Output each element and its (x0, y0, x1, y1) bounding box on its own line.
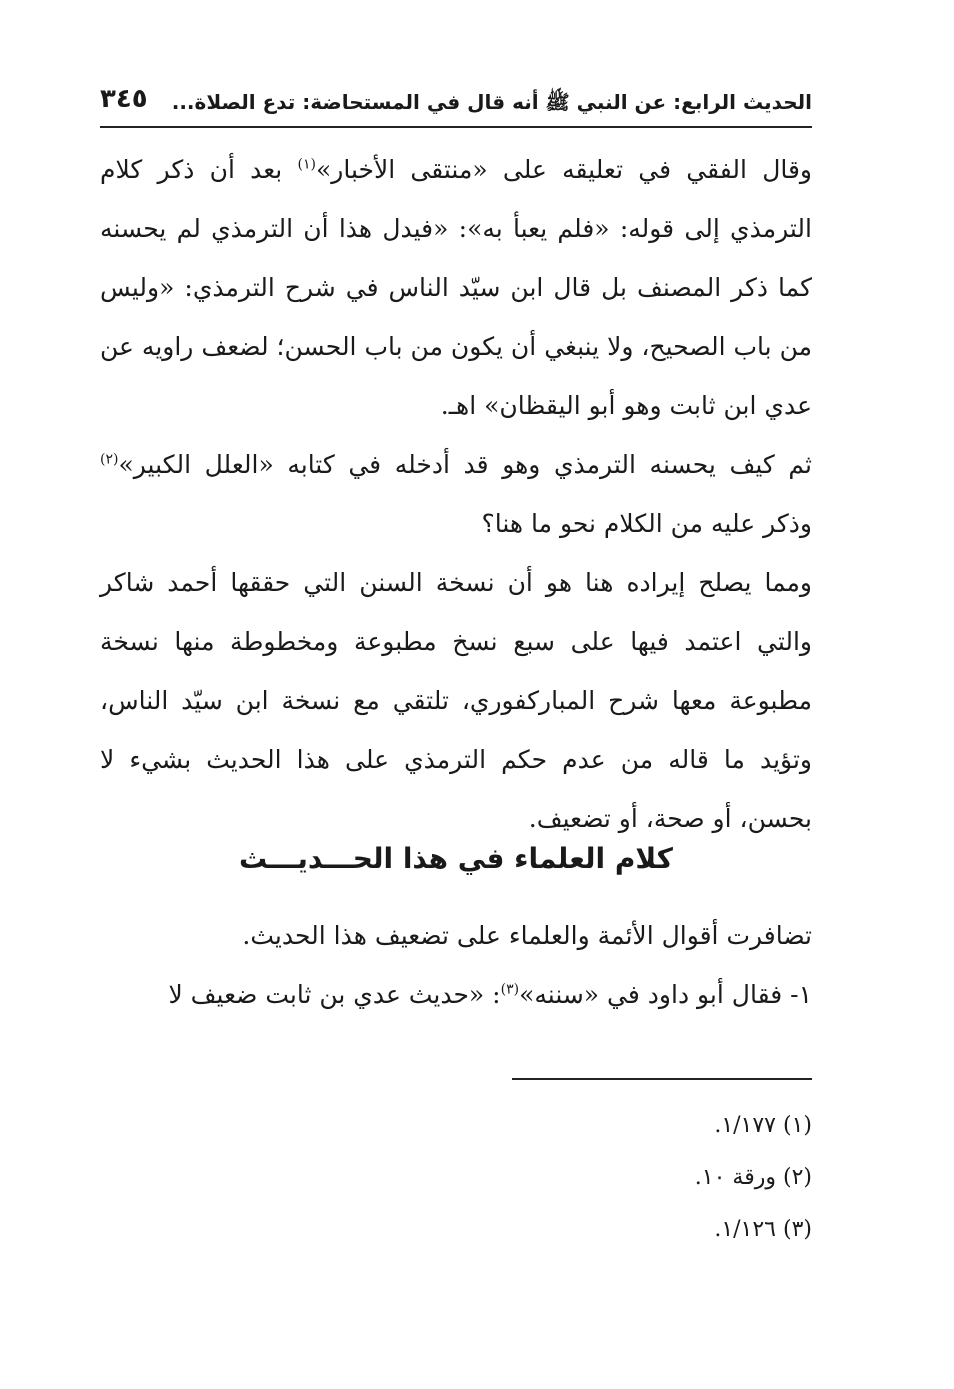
paragraph-text: وذكر عليه من الكلام نحو ما هنا؟ (481, 509, 812, 538)
main-text (100, 140, 812, 848)
section-text (100, 906, 812, 1024)
footnote-rule (512, 1078, 812, 1080)
paragraph-text: ثم كيف يحسنه الترمذي وهو قد أدخله في كتابه «العلل الكبير» (118, 450, 812, 479)
section-heading: كلام العلماء في هذا الحـــديـــث (239, 842, 673, 875)
paragraph-text: تضافرت أقوال الأئمة والعلماء على تضعيف هذا الحديث. (242, 921, 812, 950)
paragraph (100, 553, 812, 848)
paragraph-text: ١- فقال أبو داود في «سننه» (519, 980, 812, 1009)
footnote: (١) ١/١٧٧. (714, 1113, 812, 1138)
page-header (100, 82, 812, 122)
paragraph (100, 906, 812, 965)
running-title: الحديث الرابع: عن النبي ﷺ أنه قال في المستحاضة: تدع الصلاة... (171, 90, 812, 114)
paragraph (100, 435, 812, 553)
footnote: (٢) ورقة ١٠. (694, 1165, 812, 1190)
paragraph-text: وقال الفقي في تعليقه على «منتقى الأخبار» (315, 155, 812, 184)
paragraph-text: : «حديث عدي بن ثابت ضعيف لا (168, 980, 501, 1009)
paragraph-text: بعد أن ذكر كلام الترمذي إلى قوله: «فلم يعبأ به»: «فيدل هذا أن الترمذي لم يحسنه كما ذكر المصنف بل قال ابن سيّد الناس في شرح الترمذي: «وليس من باب الصحيح، ولا ينبغي أن يكون من باب الحسن؛ لضعف راويه عن عدي ابن ثابت وهو أبو اليقظان» اهـ. (100, 155, 812, 420)
paragraph (100, 140, 812, 435)
footnote: (٣) ١/١٢٦. (714, 1217, 812, 1242)
footnote-ref: (١) (297, 156, 316, 173)
header-rule (100, 126, 812, 128)
footnotes (100, 1100, 812, 1256)
footnote-ref: (٢) (100, 451, 119, 468)
footnote-ref: (٣) (500, 981, 520, 998)
paragraph-text: ومما يصلح إيراده هنا هو أن نسخة السنن التي حققها أحمد شاكر والتي اعتمد فيها على سبع نسخ مطبوعة ومخطوطة منها نسخة مطبوعة معها شرح المباركفوري، تلتقي مع نسخة ابن سيّد الناس، وتؤيد ما قاله من عدم حكم الترمذي على هذا الحديث بشيء لا بحسن، أو صحة، أو تضعيف. (100, 568, 812, 833)
paragraph (100, 965, 812, 1024)
page-number: ٣٤٥ (100, 84, 148, 114)
